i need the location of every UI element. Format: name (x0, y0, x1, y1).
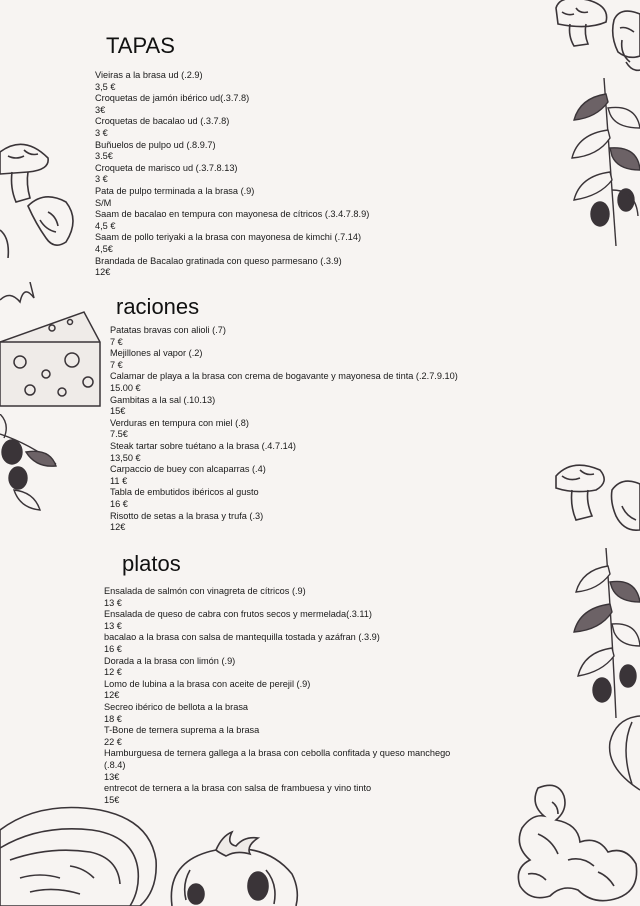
menu-item (110, 395, 458, 418)
menu-item (110, 441, 458, 464)
menu-item (95, 116, 369, 139)
item-price: 3 € (95, 174, 108, 185)
item-price: 13 € (104, 620, 122, 631)
mushroom-illustration (548, 0, 640, 80)
item-price: 16 € (104, 643, 122, 654)
item-price: 4,5€ (95, 243, 113, 254)
item-price: 7 € (110, 359, 123, 370)
menu-item (95, 140, 369, 163)
item-price: 3.5€ (95, 151, 113, 162)
item-price: 3€ (95, 104, 106, 115)
menu-item (110, 348, 458, 371)
item-price: 12€ (104, 690, 120, 701)
item-price: 4,5 € (95, 220, 116, 231)
item-price: 13€ (104, 771, 120, 782)
menu-item (95, 93, 369, 116)
item-name: Buñuelos de pulpo ud (.8.9.7) (95, 139, 216, 150)
item-name: Risotto de setas a la brasa y trufa (.3) (110, 510, 264, 521)
olive-branch-illustration (0, 414, 60, 514)
item-price: 16 € (110, 498, 128, 509)
platos-list (104, 586, 450, 806)
menu-item (110, 511, 458, 534)
item-price: 3,5 € (95, 81, 116, 92)
raciones-list (110, 325, 458, 534)
item-name: entrecot de ternera a la brasa con salsa de frambuesa y vino tinto (104, 783, 372, 794)
item-name: Saam de pollo teriyaki a la brasa con mayonesa de kimchi (.7.14) (95, 232, 362, 243)
menu-item (104, 679, 450, 702)
menu-item (95, 70, 369, 93)
item-name: bacalao a la brasa con salsa de mantequilla tostada y azáfran (.3.9) (104, 632, 380, 643)
item-price: 22 € (104, 736, 122, 747)
item-name: Dorada a la brasa con limón (.9) (104, 655, 236, 666)
menu-item (110, 371, 458, 394)
item-name: Croquetas de jamón ibérico ud(.3.7.8) (95, 93, 250, 104)
menu-item (104, 632, 450, 655)
item-price: 15€ (104, 794, 120, 805)
item-price: 11 € (110, 475, 128, 486)
item-name: Mejillones al vapor (.2) (110, 348, 203, 359)
section-title-raciones: raciones (116, 294, 200, 319)
item-name: Croqueta de marisco ud (.3.7.8.13) (95, 162, 238, 173)
menu-item (104, 748, 450, 783)
olive-branch-illustration (572, 548, 640, 718)
item-price: 7.5€ (110, 429, 128, 440)
menu-item (104, 725, 450, 748)
item-name: Ensalada de salmón con vinagreta de cítricos (.9) (104, 586, 306, 596)
item-name: Lomo de lubina a la brasa con aceite de perejil (.9) (104, 678, 311, 689)
item-price: 12€ (110, 522, 126, 533)
item-name: Carpaccio de buey con alcaparras (.4) (110, 464, 266, 475)
item-name: Croquetas de bacalao ud (.3.7.8) (95, 116, 230, 127)
ginger-illustration (508, 780, 640, 906)
item-price: 12€ (95, 267, 111, 278)
item-name: Saam de bacalao en tempura con mayonesa de cítricos (.3.4.7.8.9) (95, 209, 370, 220)
menu-item (110, 464, 458, 487)
cheese-illustration (0, 282, 104, 412)
item-name-continued: (.8.4) (104, 759, 126, 770)
menu-item (110, 418, 458, 441)
tapas-list (95, 70, 369, 279)
item-price: 18 € (104, 713, 122, 724)
menu-item (95, 163, 369, 186)
item-name: Secreo ibérico de bellota a la brasa (104, 701, 249, 712)
item-price: 3 € (95, 127, 108, 138)
meat-illustration (0, 800, 160, 906)
item-name: Patatas bravas con alioli (.7) (110, 325, 226, 335)
menu-item (104, 609, 450, 632)
menu-item (95, 186, 369, 209)
tomato-illustration (166, 830, 300, 906)
menu-item (104, 783, 450, 806)
section-title-platos: platos (122, 551, 181, 576)
mushroom-illustration (552, 460, 640, 540)
menu-item (95, 232, 369, 255)
item-name: Calamar de playa a la brasa con crema de bogavante y mayonesa de tinta (.2.7.9.10) (110, 371, 458, 382)
menu-item (95, 256, 369, 279)
item-name: Steak tartar sobre tuétano a la brasa (.4.7.14) (110, 440, 296, 451)
item-price: 13 € (104, 597, 122, 608)
item-name: Pata de pulpo terminada a la brasa (.9) (95, 185, 255, 196)
menu-item (104, 656, 450, 679)
item-price: 13,50 € (110, 452, 141, 463)
item-price: S/M (95, 197, 112, 208)
item-price: 15€ (110, 406, 126, 417)
item-name: Verduras en tempura con miel (.8) (110, 417, 249, 428)
mushroom-illustration (0, 138, 80, 258)
menu-item (95, 209, 369, 232)
menu-item (110, 325, 458, 348)
item-name: Brandada de Bacalao gratinada con queso parmesano (.3.9) (95, 255, 342, 266)
item-name: Tabla de embutidos ibéricos al gusto (110, 487, 259, 498)
item-price: 15.00 € (110, 382, 141, 393)
item-name: Ensalada de queso de cabra con frutos secos y mermelada(.3.11) (104, 609, 372, 620)
item-price: 7 € (110, 336, 123, 347)
menu-item (110, 487, 458, 510)
item-name: T-Bone de ternera suprema a la brasa (104, 725, 260, 736)
item-price: 12 € (104, 667, 122, 678)
section-title-tapas: TAPAS (106, 33, 175, 58)
item-name: Hamburguesa de ternera gallega a la brasa con cebolla confitada y queso manchego (104, 748, 451, 759)
menu-item (104, 586, 450, 609)
olive-branch-illustration (570, 78, 640, 248)
menu-item (104, 702, 450, 725)
item-name: Gambitas a la sal (.10.13) (110, 394, 216, 405)
item-name: Vieiras a la brasa ud (.2.9) (95, 70, 203, 80)
